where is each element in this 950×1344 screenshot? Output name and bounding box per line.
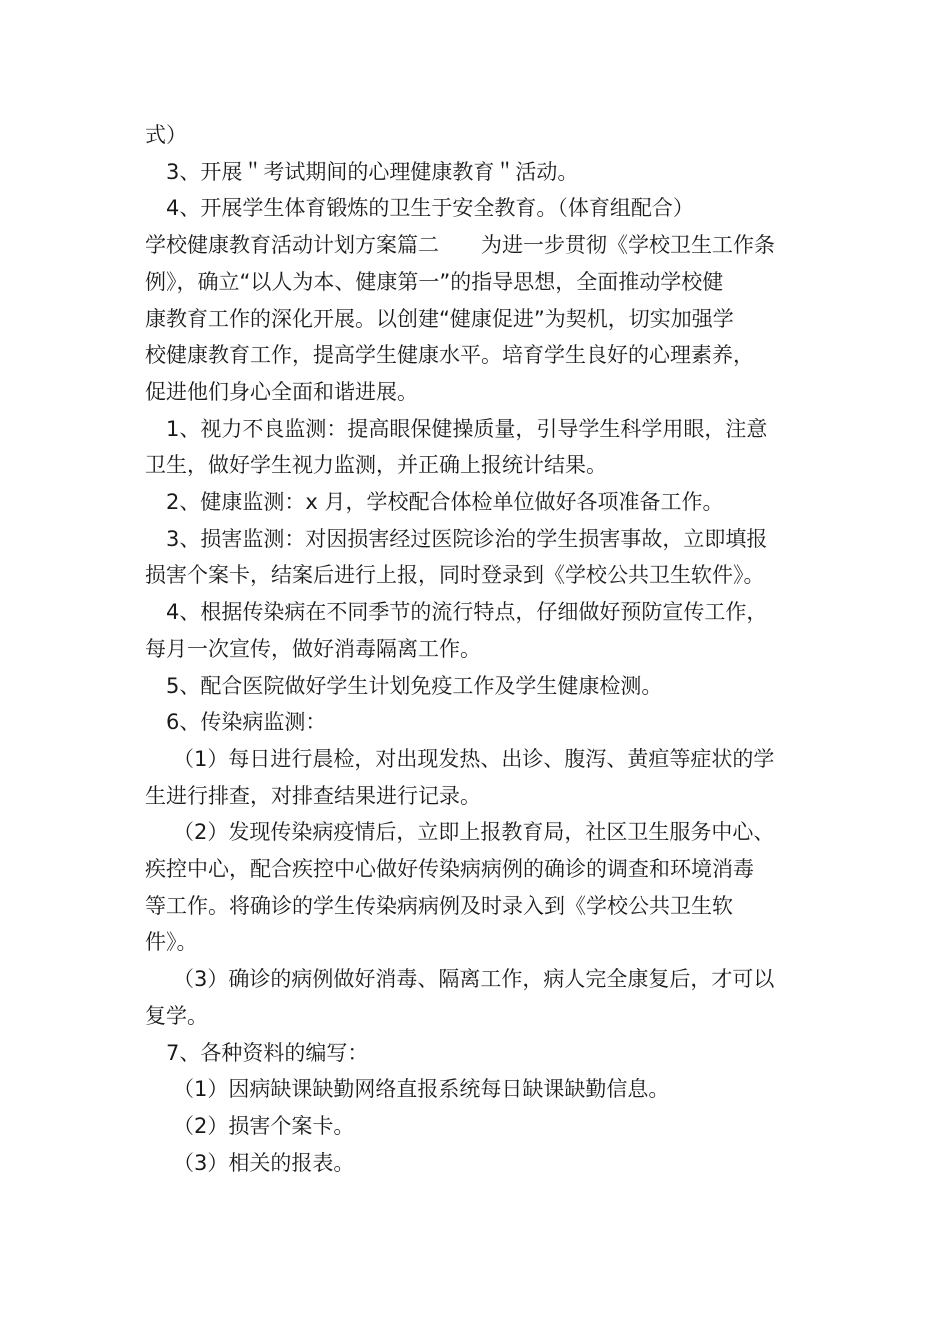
paragraph <box>145 741 815 814</box>
text-line: （1）因病缺课缺勤网络直报系统每日缺课缺勤信息。 <box>173 1077 670 1102</box>
paragraph <box>145 704 815 741</box>
text-line: 3、损害监测：对因损害经过医院诊治的学生损害事故，立即填报 <box>166 526 768 551</box>
text-line: 7、各种资料的编写： <box>166 1040 369 1065</box>
text-line: 校健康教育工作，提高学生健康水平。培育学生良好的心理素养， <box>145 343 754 368</box>
paragraph <box>145 484 815 521</box>
paragraph <box>145 814 815 961</box>
text-line: 康教育工作的深化开展。以创建“健康促进”为契机，切实加强学 <box>145 306 734 331</box>
text-line: 学校健康教育活动计划方案篇二 为进一步贯彻《学校卫生工作条 <box>145 233 775 258</box>
text-line: 例》，确立“以人为本、健康第一”的指导思想，全面推动学校健 <box>145 269 724 294</box>
paragraph <box>145 190 815 227</box>
text-line: 促进他们身心全面和谐进展。 <box>145 379 418 404</box>
text-line: 6、传染病监测： <box>166 710 327 735</box>
paragraph <box>145 227 815 411</box>
text-line: 卫生，做好学生视力监测，并正确上报统计结果。 <box>145 453 607 478</box>
text-line: （2）发现传染病疫情后，立即上报教育局，社区卫生服务中心、 <box>173 820 775 845</box>
text-line: 2、健康监测：x 月，学校配合体检单位做好各项准备工作。 <box>166 490 724 515</box>
text-line: （3）相关的报表。 <box>173 1150 355 1175</box>
text-line: 损害个案卡，结案后进行上报，同时登录到《学校公共卫生软件》。 <box>145 563 765 588</box>
paragraph <box>145 521 815 594</box>
text-line: （2）损害个案卡。 <box>173 1113 355 1138</box>
paragraph <box>145 154 815 191</box>
text-line: （3）确诊的病例做好消毒、隔离工作，病人完全康复后，才可以 <box>173 967 775 992</box>
text-line: 生进行排查，对排查结果进行记录。 <box>145 783 481 808</box>
text-line: 复学。 <box>145 1003 208 1028</box>
text-line: 每月一次宣传，做好消毒隔离工作。 <box>145 636 481 661</box>
paragraph <box>145 117 815 154</box>
paragraph <box>145 1035 815 1072</box>
paragraph <box>145 668 815 705</box>
text-line: 件》。 <box>145 930 198 955</box>
text-line: 疾控中心，配合疾控中心做好传染病病例的确诊的调查和环境消毒 <box>145 857 754 882</box>
paragraph <box>145 1071 815 1108</box>
paragraph <box>145 1108 815 1145</box>
text-line: （1）每日进行晨检，对出现发热、出诊、腹泻、黄疸等症状的学 <box>173 746 775 771</box>
text-line: 1、视力不良监测：提高眼保健操质量，引导学生科学用眼，注意 <box>166 416 768 441</box>
document-body <box>145 117 815 1181</box>
paragraph <box>145 594 815 667</box>
text-line: 4、根据传染病在不同季节的流行特点，仔细做好预防宣传工作， <box>166 600 768 625</box>
text-line: 等工作。将确诊的学生传染病病例及时录入到《学校公共卫生软 <box>145 893 733 918</box>
text-line: 5、配合医院做好学生计划免疫工作及学生健康检测。 <box>166 673 663 698</box>
paragraph <box>145 411 815 484</box>
paragraph <box>145 961 815 1034</box>
text-line: 3、开展＂考试期间的心理健康教育＂活动。 <box>166 159 579 184</box>
paragraph <box>145 1145 815 1182</box>
text-line: 4、开展学生体育锻炼的卫生于安全教育。（体育组配合） <box>166 196 694 221</box>
text-line: 式） <box>145 123 187 147</box>
